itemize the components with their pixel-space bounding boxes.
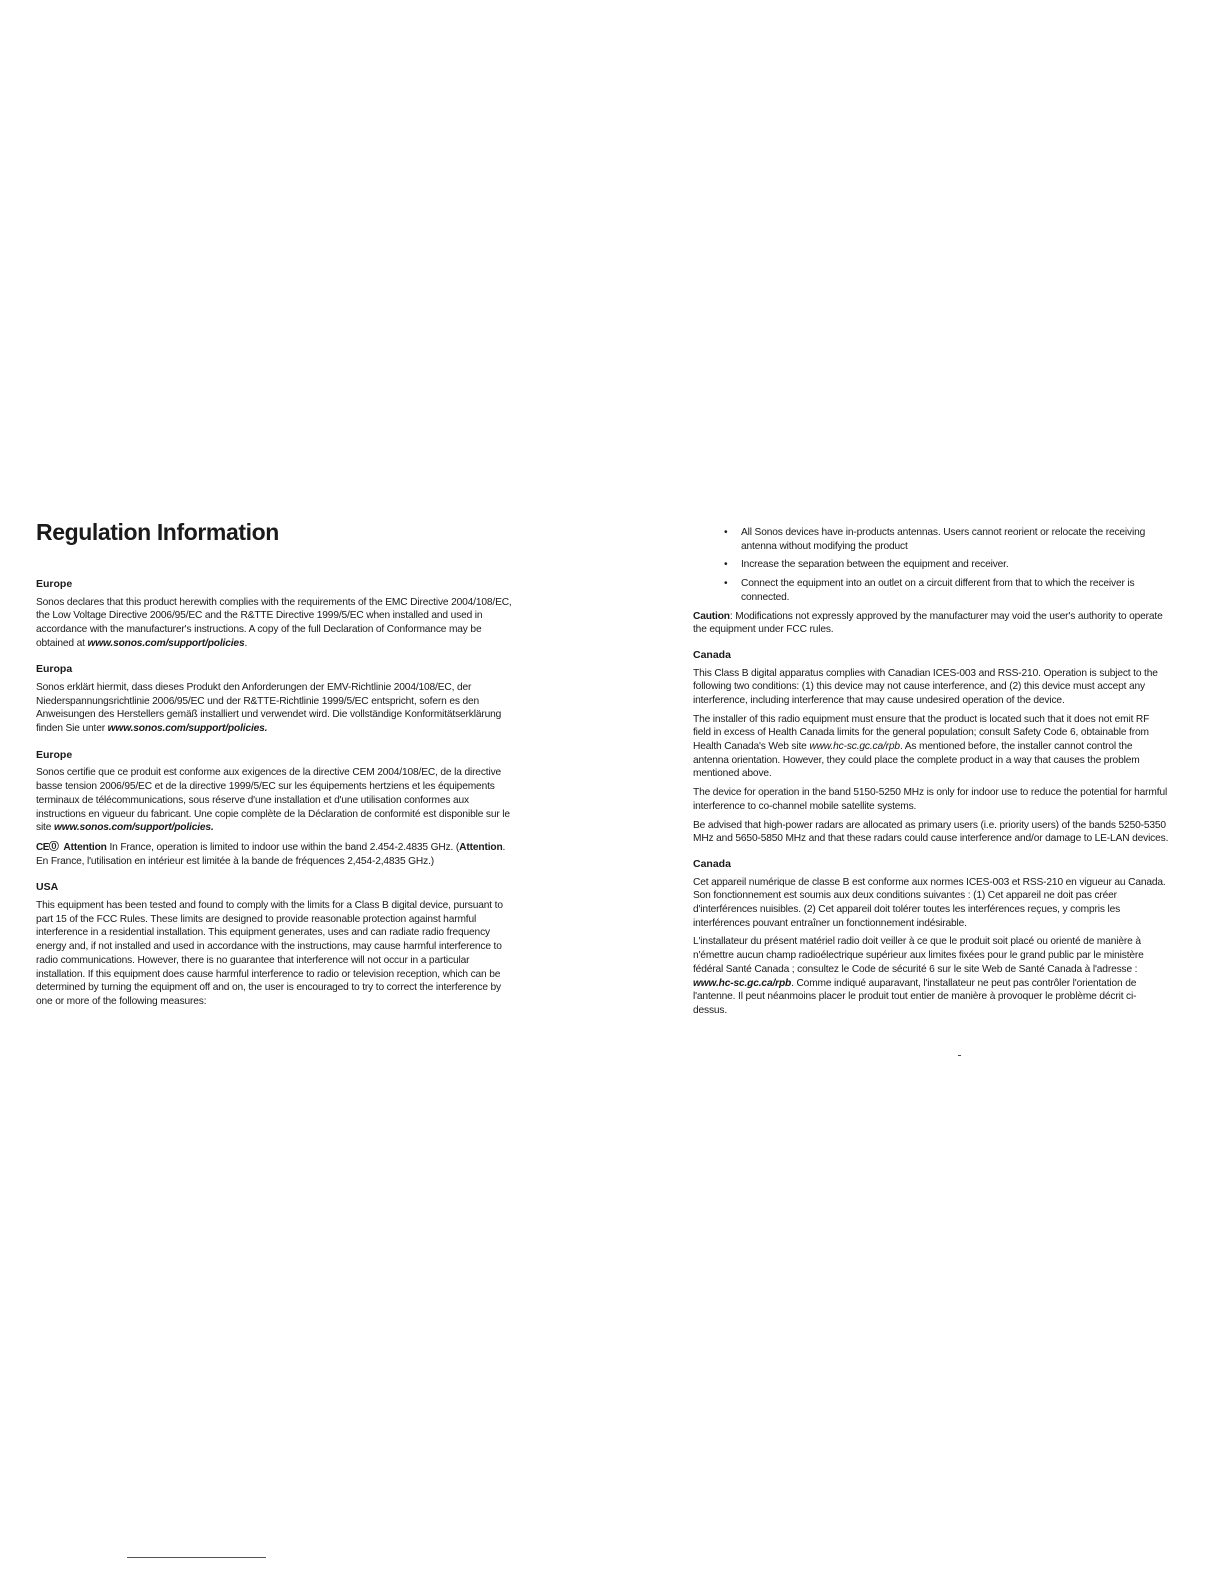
list-item: • All Sonos devices have in-products antennas. Users cannot reorient or relocate the receiving antenna without modifying the product — [741, 526, 1169, 553]
list-item: • Increase the separation between the equipment and receiver. — [741, 558, 1169, 572]
section-heading-europa: Europa — [36, 663, 73, 676]
left-column — [36, 518, 516, 1022]
europa-german-paragraph: Sonos erklärt hiermit, dass dieses Produkt den Anforderungen der EMV-Richtlinie 2004/108/EC, der Niederspannungsrichtlinie 2006/95/EC und der R&TTE-Richtlinie 1999/5/EC entspricht, sofern es den Anweisungen des Herstellers gemäß installiert und verwendet wird. Die vollständige Konformitätserklärung finden Sie unter www.sonos.com/support/policies. — [36, 681, 502, 735]
page-title: Regulation Information — [36, 519, 279, 545]
canada-english-paragraph-3: The device for operation in the band 5150-5250 MHz is only for indoor use to reduce the potential for harmful interference to co-channel mobile satellite systems. — [693, 787, 1168, 812]
canada-english-paragraph-1: This Class B digital apparatus complies with Canadian ICES-003 and RSS-210. Operation is subject to the following two conditions: (1) this device may not cause interference, and (2) this device must accept any interference, including interference that may cause undesired operation of the device. — [693, 667, 1158, 706]
sonos-policies-link-de[interactable]: www.sonos.com/support/policies. — [107, 723, 268, 735]
section-heading-europe-fr: Europe — [36, 748, 73, 761]
health-canada-link[interactable]: www.hc-sc.gc.ca/rpb — [809, 741, 900, 753]
sonos-policies-link[interactable]: www.sonos.com/support/policies — [87, 637, 245, 649]
section-heading-canada: Canada — [693, 648, 731, 661]
page-mark — [958, 1055, 961, 1056]
right-column — [693, 526, 1169, 1023]
europe-french-paragraph: Sonos certifie que ce produit est conforme aux exigences de la directive CEM 2004/108/EC, de la directive basse tension 2006/95/EC et de la directive 1999/5/EC sur les équipements hertziens et les équipements terminaux de télécommunications, sous réserve d'une installation et d'une utilisation conformes aux instructions en vigueur du fabricant. Une copie complète de la Déclaration de conformité est disponible sur le site www.sonos.com/support/policies. — [36, 767, 510, 834]
section-heading-usa: USA — [36, 881, 59, 894]
list-item: • Connect the equipment into an outlet on a circuit different from that to which the receiver is connected. — [741, 577, 1169, 604]
canada-french-paragraph-2: L'installateur du présent matériel radio doit veiller à ce que le produit soit placé ou orienté de manière à n'émettre aucun champ radioélectrique supérieur aux limites fixées pour le grand public par le ministère fédéral Santé Canada ; consultez le Code de sécurité 6 sur le site Web de Santé Canada à l'adresse : www.hc-sc.gc.ca/rpb. Comme indiqué auparavant, l'installateur ne peut pas contrôler l'orientation de l'antenne. Il peut néanmoins placer le produit tout entier de manière à provoquer le problème décrit ci-dessus. — [693, 936, 1144, 1016]
fcc-measures-list — [693, 526, 1169, 605]
canada-english-paragraph-2: The installer of this radio equipment must ensure that the product is located such that it does not emit RF field in excess of Health Canada limits for the general population; consult Safety Code 6, obtainable from Health Canada's Web site www.hc-sc.gc.ca/rpb. As mentioned before, the installer cannot control the antenna orientation. However, they could place the complete product in a way that causes the problem mentioned above. — [693, 713, 1150, 780]
section-heading-europe: Europe — [36, 577, 73, 590]
attention-paragraph: CE⓪ Attention In France, operation is limited to indoor use within the band 2.454-2.4835 GHz. (Attention. En France, l'utilisation en intérieur est limitée à la bande de fréquences 2,454-2,4835 GHz.) — [36, 841, 506, 867]
ce-mark-icon: CE⓪ — [36, 841, 59, 853]
section-heading-canada-fr: Canada — [693, 858, 731, 870]
health-canada-link-fr[interactable]: www.hc-sc.gc.ca/rpb — [693, 977, 792, 989]
canada-french-paragraph-1: Cet appareil numérique de classe B est conforme aux normes ICES-003 et RSS-210 en vigueur au Canada. Son fonctionnement est soumis aux deux conditions suivantes : (1) Cet appareil ne doit pas créer d'interférences nuisibles. (2) Cet appareil doit tolérer toutes les interférences reçues, y compris les interférences pouvant entraîner un fonctionnement indésirable. — [693, 876, 1166, 929]
usa-paragraph: This equipment has been tested and found to comply with the limits for a Class B digital device, pursuant to part 15 of the FCC Rules. These limits are designed to provide reasonable protection against harmful interference in a residential installation. This equipment generates, uses and can radiate radio frequency energy and, if not installed and used in accordance with the instructions, may cause harmful interference to radio communications. However, there is no guarantee that interference will not occur in a particular installation. If this equipment does cause harmful interference to radio or television reception, which can be determined by turning the equipment off and on, the user is encouraged to try to correct the interference by one or more of the following measures: — [36, 900, 503, 1007]
caution-paragraph: Caution: Modifications not expressly approved by the manufacturer may void the user's authority to operate the equipment under FCC rules. — [693, 610, 1163, 636]
europe-english-paragraph: Sonos declares that this product herewith complies with the requirements of the EMC Directive 2004/108/EC, the Low Voltage Directive 2006/95/EC and the R&TTE Directive 1999/5/EC when installed and used in accordance with the manufacturer's instructions. A copy of the full Declaration of Conformance may be obtained at www.sonos.com/support/policies. — [36, 596, 512, 649]
canada-english-paragraph-4: Be advised that high-power radars are allocated as primary users (i.e. priority users) of the bands 5250-5350 MHz and 5650-5850 MHz and that these radars could cause interference and/or damage to LE-LAN devices. — [693, 819, 1169, 845]
footer-divider — [127, 1557, 266, 1558]
sonos-policies-link-fr[interactable]: www.sonos.com/support/policies. — [53, 822, 214, 834]
